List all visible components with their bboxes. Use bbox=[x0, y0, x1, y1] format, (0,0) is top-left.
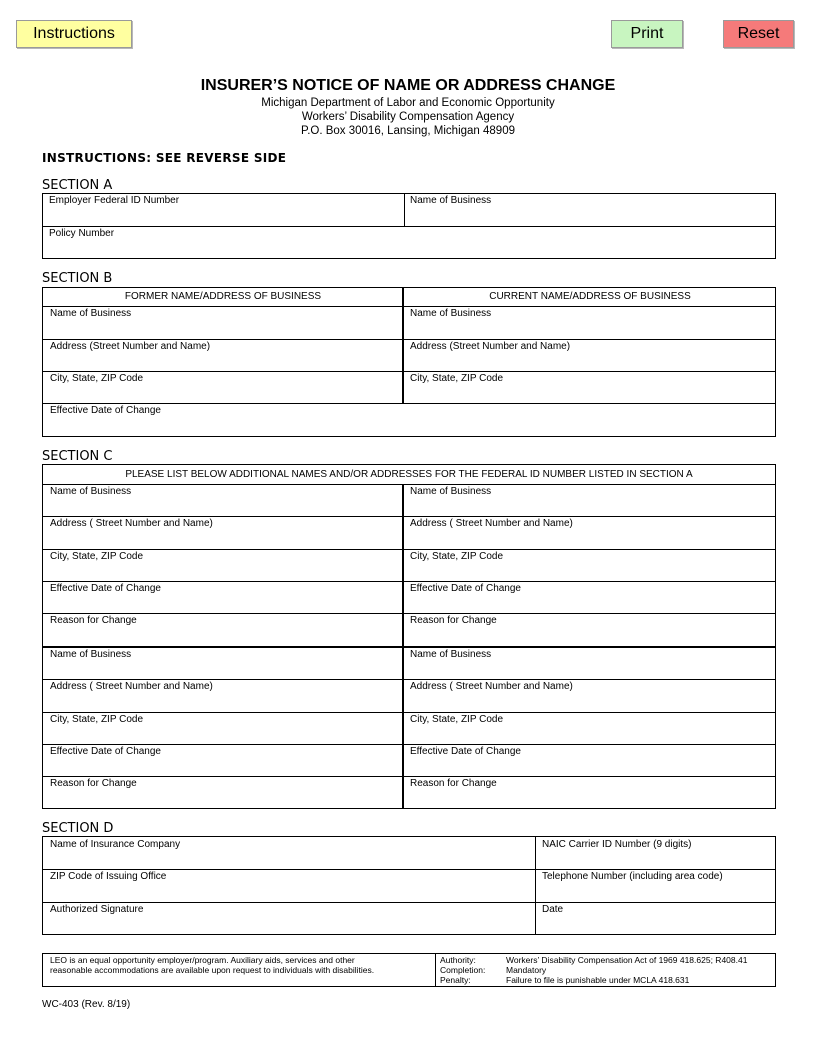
c1-right-effective-label: Effective Date of Change bbox=[410, 583, 521, 594]
c1-left-name-label: Name of Business bbox=[50, 486, 132, 497]
c2-right-name-field[interactable] bbox=[407, 661, 773, 678]
c1-right-name-field[interactable] bbox=[407, 498, 773, 515]
insurance-company-field[interactable] bbox=[45, 851, 533, 868]
c1-left-city-field[interactable] bbox=[45, 563, 400, 580]
authority-value: Workers’ Disability Compensation Act of 1969 418.625; R408.41 bbox=[506, 955, 748, 965]
section-d bbox=[42, 836, 776, 935]
c1-left-address-field[interactable] bbox=[45, 530, 400, 548]
c1-left-address-label: Address ( Street Number and Name) bbox=[50, 518, 213, 529]
c2-left-name-label: Name of Business bbox=[50, 649, 132, 660]
penalty-label: Penalty: bbox=[440, 975, 471, 985]
c2-left-effective-label: Effective Date of Change bbox=[50, 746, 161, 757]
completion-label: Completion: bbox=[440, 965, 486, 975]
naic-field[interactable] bbox=[538, 851, 773, 868]
c1-right-reason-label: Reason for Change bbox=[410, 615, 497, 626]
c1-left-reason-field[interactable] bbox=[45, 627, 400, 645]
former-business-name-field[interactable] bbox=[45, 320, 400, 338]
c1-left-effective-label: Effective Date of Change bbox=[50, 583, 161, 594]
current-business-name-field[interactable] bbox=[407, 320, 773, 338]
former-city-field[interactable] bbox=[45, 385, 400, 402]
section-a-business-name-field[interactable] bbox=[407, 207, 773, 225]
c1-left-reason-label: Reason for Change bbox=[50, 615, 137, 626]
policy-number-label: Policy Number bbox=[49, 228, 115, 239]
c1-right-name-label: Name of Business bbox=[410, 486, 492, 497]
zip-field[interactable] bbox=[45, 883, 533, 901]
c2-right-name-label: Name of Business bbox=[410, 649, 492, 660]
c2-right-effective-field[interactable] bbox=[407, 758, 773, 775]
c2-right-effective-label: Effective Date of Change bbox=[410, 746, 521, 757]
c2-left-city-field[interactable] bbox=[45, 726, 400, 743]
telephone-label: Telephone Number (including area code) bbox=[542, 871, 723, 882]
c1-right-reason-field[interactable] bbox=[407, 627, 773, 645]
form-title: INSURER’S NOTICE OF NAME OR ADDRESS CHANGE bbox=[200, 77, 616, 94]
c2-right-city-label: City, State, ZIP Code bbox=[410, 714, 504, 725]
leo-notice-line1: LEO is an equal opportunity employer/program. Auxiliary aids, services and other bbox=[50, 955, 355, 965]
c2-right-city-field[interactable] bbox=[407, 726, 773, 743]
reset-button[interactable]: Reset bbox=[723, 20, 794, 48]
current-city-field[interactable] bbox=[407, 385, 773, 402]
former-business-name-label: Name of Business bbox=[50, 308, 132, 319]
section-a-business-name-label: Name of Business bbox=[410, 195, 492, 206]
c2-right-reason-field[interactable] bbox=[407, 790, 773, 807]
telephone-field[interactable] bbox=[538, 883, 773, 901]
c2-left-reason-field[interactable] bbox=[45, 790, 400, 807]
former-address-header: FORMER NAME/ADDRESS OF BUSINESS bbox=[124, 291, 322, 302]
footer-box bbox=[42, 953, 776, 987]
penalty-value: Failure to file is punishable under MCLA 418.631 bbox=[506, 975, 690, 985]
current-address-label: Address (Street Number and Name) bbox=[410, 341, 571, 352]
agency-name: Workers’ Disability Compensation Agency bbox=[301, 111, 515, 123]
authority-label: Authority: bbox=[440, 955, 476, 965]
c1-left-name-field[interactable] bbox=[45, 498, 400, 515]
c1-right-address-field[interactable] bbox=[407, 530, 773, 548]
c2-left-city-label: City, State, ZIP Code bbox=[50, 714, 144, 725]
insurance-company-label: Name of Insurance Company bbox=[50, 839, 181, 850]
section-b-title: SECTION B bbox=[42, 271, 113, 286]
c1-right-effective-field[interactable] bbox=[407, 595, 773, 612]
former-address-field[interactable] bbox=[45, 353, 400, 370]
department-name: Michigan Department of Labor and Economic Opportunity bbox=[261, 97, 555, 109]
current-address-header: CURRENT NAME/ADDRESS OF BUSINESS bbox=[489, 291, 691, 302]
c2-left-effective-field[interactable] bbox=[45, 758, 400, 775]
agency-address: P.O. Box 30016, Lansing, Michigan 48909 bbox=[301, 125, 515, 137]
policy-number-field[interactable] bbox=[45, 240, 773, 257]
c2-left-reason-label: Reason for Change bbox=[50, 778, 137, 789]
former-address-label: Address (Street Number and Name) bbox=[50, 341, 211, 352]
c2-right-reason-label: Reason for Change bbox=[410, 778, 497, 789]
zip-label: ZIP Code of Issuing Office bbox=[50, 871, 167, 882]
instructions-button[interactable]: Instructions bbox=[16, 20, 132, 48]
section-a-title: SECTION A bbox=[42, 178, 113, 193]
date-field[interactable] bbox=[538, 916, 773, 933]
current-business-name-label: Name of Business bbox=[410, 308, 492, 319]
naic-label: NAIC Carrier ID Number (9 digits) bbox=[542, 839, 692, 850]
employer-fein-label: Employer Federal ID Number bbox=[49, 195, 180, 206]
print-button[interactable]: Print bbox=[611, 20, 683, 48]
former-city-label: City, State, ZIP Code bbox=[50, 373, 144, 384]
c1-right-address-label: Address ( Street Number and Name) bbox=[410, 518, 573, 529]
employer-fein-field[interactable] bbox=[45, 207, 401, 225]
current-address-field[interactable] bbox=[407, 353, 773, 370]
section-c-title: SECTION C bbox=[42, 449, 113, 464]
current-city-label: City, State, ZIP Code bbox=[410, 373, 504, 384]
c2-right-address-field[interactable] bbox=[407, 693, 773, 711]
leo-notice-line2: reasonable accommodations are available upon request to individuals with disabilities. bbox=[50, 965, 375, 975]
section-d-title: SECTION D bbox=[42, 821, 114, 836]
signature-label: Authorized Signature bbox=[50, 904, 144, 915]
c1-right-city-label: City, State, ZIP Code bbox=[410, 551, 504, 562]
c2-left-name-field[interactable] bbox=[45, 661, 400, 678]
section-c bbox=[42, 464, 776, 809]
c1-left-city-label: City, State, ZIP Code bbox=[50, 551, 144, 562]
signature-field[interactable] bbox=[45, 916, 533, 933]
c2-left-address-field[interactable] bbox=[45, 693, 400, 711]
section-b bbox=[42, 287, 776, 437]
date-label: Date bbox=[542, 904, 564, 915]
section-a bbox=[42, 193, 776, 259]
completion-value: Mandatory bbox=[506, 965, 547, 975]
form-number: WC-403 (Rev. 8/19) bbox=[42, 999, 131, 1010]
c2-right-address-label: Address ( Street Number and Name) bbox=[410, 681, 573, 692]
c2-left-address-label: Address ( Street Number and Name) bbox=[50, 681, 213, 692]
effective-date-label: Effective Date of Change bbox=[50, 405, 161, 416]
effective-date-field[interactable] bbox=[45, 417, 773, 435]
instructions-note: INSTRUCTIONS: SEE REVERSE SIDE bbox=[42, 151, 287, 165]
c1-left-effective-field[interactable] bbox=[45, 595, 400, 612]
c1-right-city-field[interactable] bbox=[407, 563, 773, 580]
section-c-header: PLEASE LIST BELOW ADDITIONAL NAMES AND/OR ADDRESSES FOR THE FEDERAL ID NUMBER LISTED IN SECTION A bbox=[125, 469, 693, 480]
